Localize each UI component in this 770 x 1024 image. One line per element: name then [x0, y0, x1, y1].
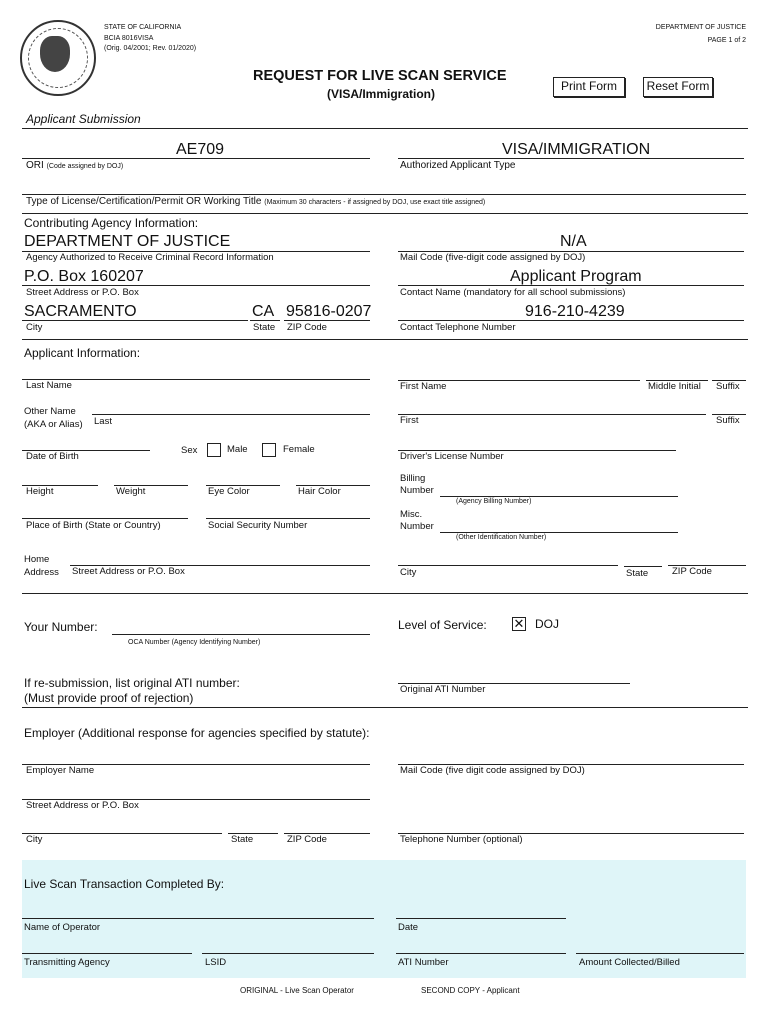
employer-name-label: Employer Name — [26, 765, 95, 776]
your-number-label: Your Number: — [24, 620, 98, 634]
transmitting-agency-underline[interactable] — [22, 953, 192, 954]
level-of-service-label: Level of Service: — [398, 618, 487, 632]
misc-underline[interactable] — [440, 532, 678, 533]
zip-underline — [284, 320, 370, 321]
form-id: BCIA 8016VISA — [104, 35, 154, 42]
height-label: Height — [26, 486, 54, 497]
employer-street-label: Street Address or P.O. Box — [26, 800, 139, 811]
other-first-label: First — [400, 415, 419, 426]
applicant-submission-label: Applicant Submission — [26, 112, 141, 126]
applicant-type-field[interactable]: VISA/IMMIGRATION — [502, 141, 651, 158]
employer-state-label: State — [231, 834, 254, 845]
home-zip-label: ZIP Code — [672, 566, 712, 577]
middle-initial-label: Middle Initial — [648, 381, 701, 392]
suffix-label: Suffix — [716, 381, 740, 392]
contact-phone-field[interactable]: 916-210-4239 — [525, 303, 625, 320]
ori-field[interactable]: AE709 — [176, 141, 225, 158]
weight-label: Weight — [116, 486, 146, 497]
form-subtitle: (VISA/Immigration) — [327, 87, 436, 101]
applicant-information-label: Applicant Information: — [24, 346, 141, 360]
female-label: Female — [283, 444, 315, 455]
zip-label: ZIP Code — [287, 322, 327, 333]
male-label: Male — [227, 444, 248, 455]
male-checkbox[interactable] — [207, 443, 221, 457]
state-seal — [20, 20, 96, 96]
seal-figure — [40, 36, 70, 72]
lsid-underline[interactable] — [202, 953, 374, 954]
employer-zip-label: ZIP Code — [287, 834, 327, 845]
street-underline — [22, 285, 370, 286]
home-state-underline[interactable] — [624, 566, 662, 567]
resubmission-label: If re-submission, list original ATI number: — [24, 676, 240, 690]
reset-form-button[interactable]: Reset Form — [643, 77, 713, 97]
doj-label: DOJ — [535, 617, 559, 631]
hair-color-label: Hair Color — [298, 486, 341, 497]
department-name: DEPARTMENT OF JUSTICE — [655, 24, 746, 31]
employer-heading: Employer (Additional response for agencies specified by statute): — [24, 726, 370, 740]
other-last-underline[interactable] — [92, 414, 370, 415]
contact-name-field[interactable]: Applicant Program — [510, 268, 642, 285]
street-field[interactable]: P.O. Box 160207 — [24, 268, 144, 285]
last-name-underline[interactable] — [22, 379, 370, 380]
state-underline — [250, 320, 280, 321]
ssn-label: Social Security Number — [208, 520, 308, 531]
contact-name-label: Contact Name (mandatory for all school submissions) — [400, 287, 626, 298]
live-scan-heading: Live Scan Transaction Completed By: — [24, 877, 225, 891]
employer-city-underline[interactable] — [22, 833, 222, 834]
lsid-label: LSID — [205, 957, 227, 968]
city-underline — [22, 320, 248, 321]
female-checkbox[interactable] — [262, 443, 276, 457]
ori-label: ORI (Code assigned by DOJ) — [26, 160, 124, 171]
home-city-label: City — [400, 567, 417, 578]
misc-number-label: Number — [400, 521, 434, 532]
contributing-agency-label: Contributing Agency Information: — [24, 216, 199, 230]
proof-of-rejection-note: (Must provide proof of rejection) — [24, 691, 194, 705]
employer-phone-label: Telephone Number (optional) — [400, 834, 523, 845]
date-label: Date — [398, 922, 419, 933]
contact-phone-underline — [398, 320, 744, 321]
contact-phone-label: Contact Telephone Number — [400, 322, 516, 333]
first-name-label: First Name — [400, 381, 447, 392]
eye-color-label: Eye Color — [208, 486, 250, 497]
license-underline[interactable] — [22, 194, 746, 195]
form-title: REQUEST FOR LIVE SCAN SERVICE — [253, 68, 507, 84]
other-first-underline[interactable] — [398, 414, 706, 415]
oca-underline[interactable] — [112, 634, 370, 635]
address-label: Address — [24, 567, 59, 578]
page-number: PAGE 1 of 2 — [707, 37, 746, 44]
misc-label: Misc. — [400, 509, 423, 520]
other-last-label: Last — [94, 416, 112, 427]
state-field[interactable]: CA — [252, 303, 275, 320]
section-divider — [22, 339, 748, 340]
ati-number-label: ATI Number — [398, 957, 449, 968]
state-name: STATE OF CALIFORNIA — [104, 24, 182, 31]
drivers-license-label: Driver's License Number — [400, 451, 504, 462]
pob-underline[interactable] — [22, 518, 188, 519]
applicant-type-label: Authorized Applicant Type — [400, 160, 516, 171]
date-underline[interactable] — [396, 918, 566, 919]
misc-hint: (Other Identification Number) — [456, 534, 547, 541]
form-revision: (Orig. 04/2001; Rev. 01/2020) — [104, 45, 197, 52]
other-name-label: Other Name — [24, 406, 76, 417]
street-label: Street Address or P.O. Box — [26, 287, 139, 298]
transmitting-agency-label: Transmitting Agency — [24, 957, 110, 968]
city-field[interactable]: SACRAMENTO — [24, 303, 137, 320]
city-label: City — [26, 322, 43, 333]
billing-number-label: Number — [400, 485, 434, 496]
section-divider — [22, 593, 748, 594]
aka-label: (AKA or Alias) — [24, 419, 83, 430]
home-city-underline[interactable] — [398, 565, 618, 566]
mail-code-label: Mail Code (five-digit code assigned by DOJ) — [400, 252, 586, 263]
home-state-label: State — [626, 568, 649, 579]
license-label: Type of License/Certification/Permit OR Working Title (Maximum 30 characters - if assigned by DOJ, use exact title assigned) — [26, 196, 486, 207]
footer-original-copy: ORIGINAL - Live Scan Operator — [240, 986, 354, 995]
billing-hint: (Agency Billing Number) — [456, 498, 532, 505]
print-form-button[interactable]: Print Form — [553, 77, 625, 97]
ori-underline — [22, 158, 370, 159]
contact-name-underline — [398, 285, 744, 286]
section-divider — [22, 128, 748, 129]
mail-code-field[interactable]: N/A — [560, 233, 587, 250]
other-suffix-label: Suffix — [716, 415, 740, 426]
footer-second-copy: SECOND COPY - Applicant — [421, 986, 520, 995]
ati-number-underline[interactable] — [396, 953, 566, 954]
ssn-underline[interactable] — [206, 518, 370, 519]
billing-label: Billing — [400, 473, 426, 484]
sex-label: Sex — [181, 445, 198, 456]
section-divider — [22, 213, 748, 214]
agency-label: Agency Authorized to Receive Criminal Record Information — [26, 252, 274, 263]
billing-underline[interactable] — [440, 496, 678, 497]
home-label: Home — [24, 554, 50, 565]
last-name-label: Last Name — [26, 380, 72, 391]
operator-underline[interactable] — [22, 918, 374, 919]
employer-mail-code-label: Mail Code (five digit code assigned by DOJ) — [400, 765, 585, 776]
operator-label: Name of Operator — [24, 922, 101, 933]
home-street-label: Street Address or P.O. Box — [72, 566, 185, 577]
place-of-birth-label: Place of Birth (State or Country) — [26, 520, 161, 531]
applicant-type-underline — [398, 158, 744, 159]
doj-checkbox[interactable]: ✕ — [513, 616, 525, 631]
amount-underline[interactable] — [576, 953, 744, 954]
section-divider — [22, 707, 748, 708]
employer-city-label: City — [26, 834, 43, 845]
original-ati-label: Original ATI Number — [400, 684, 486, 695]
amount-label: Amount Collected/Billed — [579, 957, 680, 968]
state-label: State — [253, 322, 276, 333]
agency-field[interactable]: DEPARTMENT OF JUSTICE — [24, 233, 231, 250]
dob-label: Date of Birth — [26, 451, 79, 462]
zip-field[interactable]: 95816-0207 — [286, 303, 372, 320]
oca-hint: OCA Number (Agency Identifying Number) — [128, 639, 261, 646]
